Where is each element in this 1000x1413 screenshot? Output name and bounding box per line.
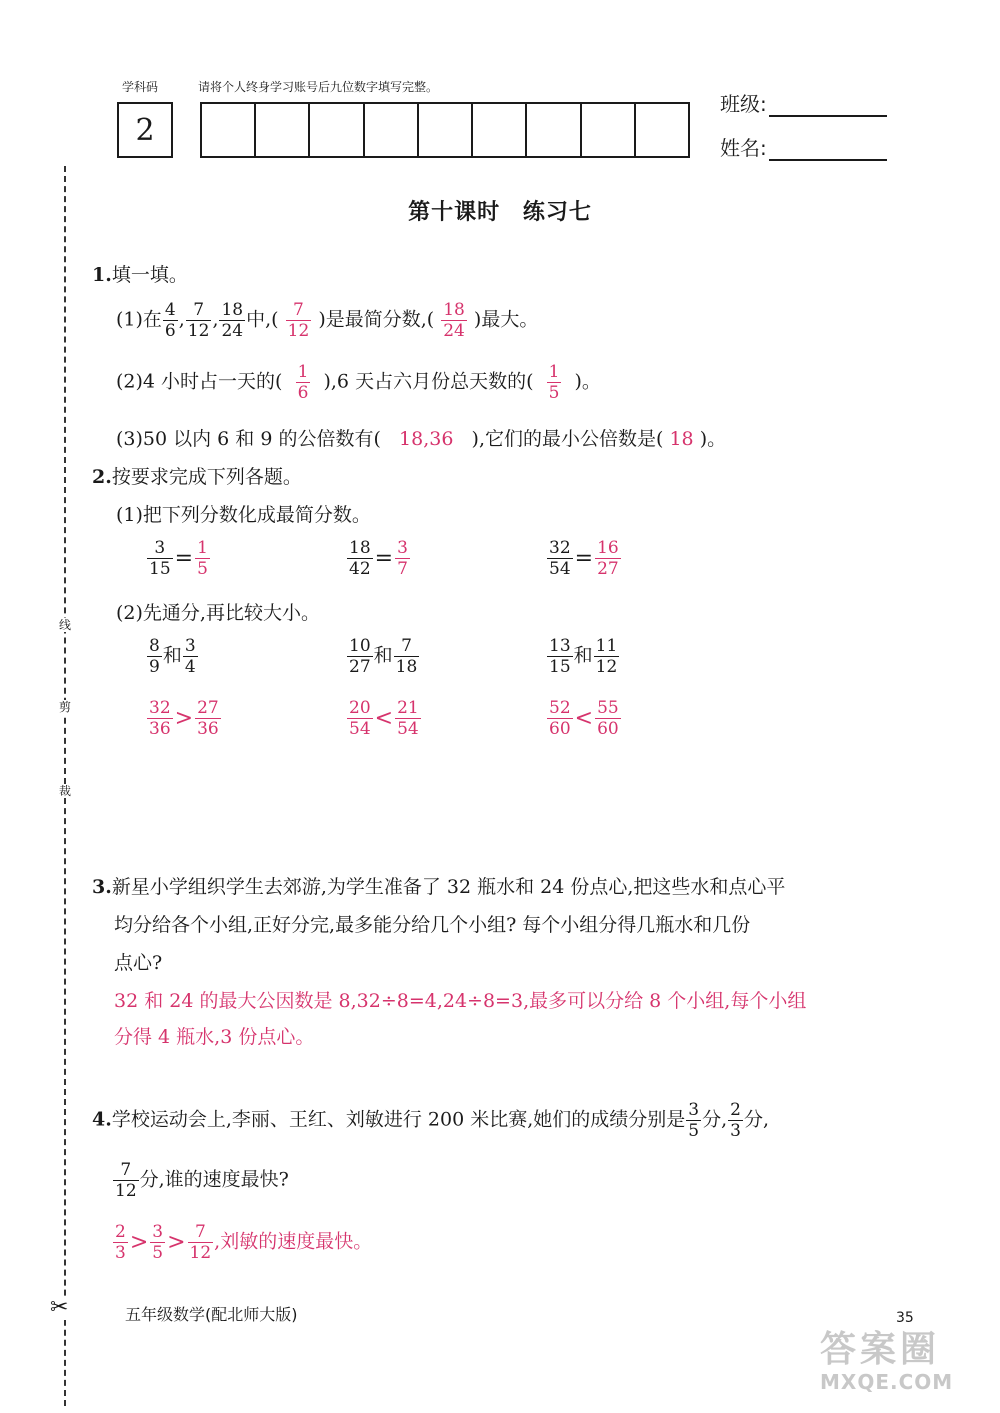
answer-fraction [147, 698, 173, 739]
answer-fraction [286, 300, 312, 341]
denominator: 54 [349, 719, 371, 739]
and-word: 和 [573, 644, 593, 667]
q3-answer-1: 32 和 24 的最大公因数是 8,32÷8=4,24÷8=3,最多可以分给 8 个小组,每个小组 [114, 990, 807, 1012]
fraction [147, 636, 162, 677]
numerator: 21 [397, 698, 419, 718]
numerator: 18 [349, 538, 371, 558]
q1p3-text-b: ),它们的最小公倍数是( [471, 428, 664, 450]
compare-item [146, 636, 199, 677]
q2-heading [92, 462, 302, 489]
numerator: 3 [154, 538, 166, 558]
and-word: 和 [373, 644, 393, 667]
q1p1-text-a: (1)在 [116, 308, 162, 331]
simplify-item [346, 538, 411, 579]
comparison-sign: < [574, 706, 594, 731]
numerator: 18 [221, 300, 244, 320]
denominator: 3 [115, 1243, 126, 1263]
comparison-sign: > [167, 1230, 186, 1255]
q4-line1 [92, 1100, 769, 1141]
digit-cell[interactable] [202, 104, 256, 156]
fraction [686, 1100, 701, 1141]
fraction [186, 300, 212, 341]
q3-answer-2: 分得 4 瓶水,3 份点心。 [114, 1026, 315, 1048]
numerator: 3 [397, 538, 408, 558]
numerator: 1 [297, 362, 309, 382]
compare-answer [546, 698, 622, 739]
answer-fraction [195, 698, 221, 739]
digit-cell[interactable] [582, 104, 636, 156]
numerator: 32 [149, 698, 171, 718]
numerator: 3 [152, 1222, 164, 1242]
cut-label-trim: 裁 [55, 784, 75, 798]
compare-answer [346, 698, 422, 739]
answer-fraction [395, 538, 410, 579]
q1p1-text-d: )最大。 [473, 308, 539, 331]
scissors-icon: ✂ [50, 1295, 69, 1320]
q1-number: 1. [92, 264, 112, 286]
q4-line2 [112, 1160, 289, 1201]
denominator: 6 [297, 383, 309, 403]
simplify-item [146, 538, 211, 579]
denominator: 5 [688, 1121, 700, 1141]
q3-line1 [92, 872, 785, 899]
numerator: 1 [197, 538, 208, 558]
answer-fraction [595, 698, 621, 739]
fraction [183, 636, 198, 677]
numerator: 3 [184, 636, 196, 656]
comparison-sign: > [129, 1230, 149, 1255]
equals-sign: = [574, 546, 594, 571]
q1-part1: (1)在 $\frac{4}{6}$ , $\frac{7}{12}$ , $\frac{18}{24}$ 中,( $\frac{7}{12}$ )是最简分数,( $\frac{18}{24}$ )最大。 [116, 300, 539, 341]
numerator: 7 [194, 1222, 206, 1242]
denominator: 27 [597, 559, 619, 579]
numerator: 7 [193, 300, 205, 320]
q4-text-1: 学校运动会上,李丽、王红、刘敏进行 200 米比赛,她们的成绩分别是 [111, 1108, 686, 1131]
fraction [347, 538, 373, 579]
fraction [113, 1160, 139, 1201]
denominator: 7 [397, 559, 408, 579]
numerator: 2 [730, 1100, 741, 1120]
answer-fraction [195, 538, 210, 579]
watermark-text: 答案圈 [820, 1329, 941, 1370]
equals-sign: = [174, 546, 194, 571]
name-blank[interactable] [769, 143, 887, 161]
fraction [163, 300, 178, 341]
compare-item [346, 636, 420, 677]
numerator: 27 [197, 698, 219, 718]
numerator: 55 [597, 698, 619, 718]
denominator: 15 [149, 559, 171, 579]
denominator: 3 [730, 1121, 741, 1141]
page-number: 35 [896, 1310, 914, 1326]
answer-fraction [347, 698, 373, 739]
answer-fraction [441, 300, 467, 341]
denominator: 42 [349, 559, 371, 579]
fraction [728, 1100, 743, 1141]
denominator: 12 [595, 657, 618, 677]
q1p3-text-c: )。 [699, 428, 727, 450]
answer-fraction [150, 1222, 165, 1263]
denominator: 60 [597, 719, 619, 739]
digit-cell[interactable] [636, 104, 688, 156]
compare-answer [146, 698, 222, 739]
denominator: 36 [197, 719, 219, 739]
q1p2-text-b: ),6 天占六月份总天数的( [323, 370, 534, 393]
cut-label-line: 线 [55, 618, 75, 632]
book-title: 五年级数学(配北师大版) [125, 1305, 298, 1324]
denominator: 54 [549, 559, 571, 579]
denominator: 6 [164, 321, 176, 341]
digit-cell[interactable] [527, 104, 581, 156]
denominator: 5 [548, 383, 560, 403]
compare-item [546, 636, 620, 677]
q3-number: 3. [92, 876, 112, 898]
answer-fraction [547, 362, 562, 403]
numerator: 2 [115, 1222, 126, 1242]
answer-fraction [595, 538, 621, 579]
q4-answer [112, 1222, 372, 1263]
numerator: 32 [549, 538, 571, 558]
and-word: 和 [162, 644, 182, 667]
q1p3-text-a: (3)50 以内 6 和 9 的公倍数有( [116, 428, 381, 450]
numerator: 18 [443, 300, 465, 320]
equals-sign: = [374, 546, 394, 571]
q3-line3: 点心? [114, 952, 163, 974]
q1p1-text-b: 中,( [246, 308, 279, 331]
answer-fraction [113, 1222, 128, 1263]
q1p1-text-c: )是最简分数,( [318, 308, 435, 331]
fraction [394, 636, 420, 677]
q2-part1-label: (1)把下列分数化成最简分数。 [116, 504, 371, 526]
watermark-url: MXQE.COM [820, 1370, 954, 1394]
comparison-sign: < [374, 706, 394, 731]
denominator: 5 [197, 559, 208, 579]
answer-fraction [547, 698, 573, 739]
digit-cell[interactable] [365, 104, 419, 156]
account-instruction: 请将个人终身学习账号后九位数字填写完整。 [198, 80, 439, 94]
denominator: 12 [115, 1181, 137, 1201]
q2-part2-label: (2)先通分,再比较大小。 [116, 602, 320, 624]
q4-number: 4. [92, 1108, 112, 1131]
denominator: 54 [397, 719, 419, 739]
lesson-title: 第十课时 练习七 [408, 200, 592, 225]
q3-text-1: 新星小学组织学生去郊游,为学生准备了 32 瓶水和 24 份点心,把这些水和点心平 [111, 876, 786, 898]
comparison-sign: > [174, 706, 194, 731]
fraction [594, 636, 620, 677]
numerator: 7 [120, 1160, 132, 1180]
q3-line2: 均分给各个小组,正好分完,最多能分给几个小组? 每个小组分得几瓶水和几份 [114, 914, 751, 936]
digit-cell[interactable] [419, 104, 473, 156]
numerator: 52 [549, 698, 571, 718]
account-digit-boxes[interactable] [200, 102, 690, 158]
numerator: 7 [401, 636, 412, 656]
numerator: 11 [595, 636, 618, 656]
digit-cell[interactable] [310, 104, 364, 156]
answer-text: 18,36 [399, 428, 454, 450]
q2-text: 按要求完成下列各题。 [111, 466, 302, 488]
unit-text: 分, [702, 1108, 728, 1131]
digit-cell[interactable] [473, 104, 527, 156]
fraction [547, 636, 573, 677]
numerator: 8 [149, 636, 160, 656]
q1-part3 [116, 424, 726, 451]
numerator: 10 [349, 636, 371, 656]
cut-label-cut: 剪 [55, 700, 75, 714]
simplify-item [546, 538, 622, 579]
q1p2-text-c: )。 [574, 370, 601, 393]
numerator: 4 [164, 300, 176, 320]
watermark-logo [820, 1330, 990, 1410]
numerator: 3 [688, 1100, 700, 1120]
numerator: 13 [549, 636, 571, 656]
denominator: 15 [549, 657, 571, 677]
name-field[interactable] [720, 132, 887, 161]
fraction [219, 300, 245, 341]
denominator: 18 [395, 657, 418, 677]
denominator: 27 [349, 657, 371, 677]
denominator: 24 [221, 321, 244, 341]
subject-code-box: 2 [117, 102, 173, 158]
unit-text: 分, [743, 1108, 770, 1131]
q1-text: 填一填。 [111, 264, 188, 286]
numerator: 20 [349, 698, 371, 718]
denominator: 12 [287, 321, 310, 341]
name-label: 姓名: [720, 136, 767, 160]
denominator: 12 [189, 1243, 212, 1263]
answer-text: 18 [669, 428, 694, 450]
fraction [347, 636, 373, 677]
numerator: 7 [293, 300, 304, 320]
q4-answer-text: ,刘敏的速度最快。 [214, 1230, 373, 1253]
denominator: 5 [152, 1243, 164, 1263]
answer-fraction [395, 698, 421, 739]
denominator: 12 [187, 321, 210, 341]
q1-part2 [116, 362, 601, 403]
class-label: 班级: [720, 92, 767, 116]
answer-fraction [188, 1222, 214, 1263]
denominator: 60 [549, 719, 571, 739]
answer-fraction [296, 362, 311, 403]
class-blank[interactable] [769, 99, 887, 117]
numerator: 16 [597, 538, 619, 558]
numerator: 1 [548, 362, 560, 382]
q1-heading [92, 260, 188, 287]
q1p2-text-a: (2)4 小时占一天的( [116, 370, 283, 393]
denominator: 9 [149, 657, 160, 677]
denominator: 4 [184, 657, 196, 677]
q2-number: 2. [92, 466, 112, 488]
fraction [147, 538, 173, 579]
digit-cell[interactable] [256, 104, 310, 156]
class-field[interactable] [720, 88, 887, 117]
subject-code-label: 学科码 [122, 80, 159, 94]
q4-text-2: 分,谁的速度最快? [139, 1168, 289, 1191]
denominator: 36 [149, 719, 171, 739]
denominator: 24 [443, 321, 465, 341]
fraction [547, 538, 573, 579]
